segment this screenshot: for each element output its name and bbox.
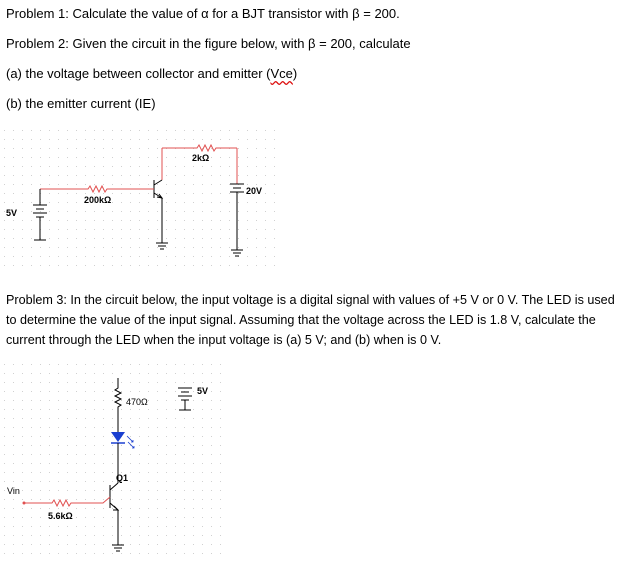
- problem-2b-text: (b) the emitter current (IE): [6, 96, 156, 111]
- grid-background-2: [0, 362, 225, 562]
- base-battery-label: 5V: [6, 208, 18, 218]
- problem-3-text: Problem 3: In the circuit below, the input voltage is a digital signal with values of +5 V or 0 V. The LED is used to determine the value of the input signal. Assuming that the voltage across the LED is 1.8 V, calculate the current through the LED when the input voltage is (a) 5 V; and (b) when is 0 V.: [6, 293, 615, 347]
- problem-2-text: Problem 2: Given the circuit in the figure below, with β = 200, calculate: [6, 36, 411, 51]
- transistor-q1-label: Q1: [116, 473, 129, 483]
- input-label: Vin: [7, 486, 20, 496]
- circuit-2: [0, 362, 225, 562]
- circuit-1: [0, 128, 275, 270]
- led-resistor-label: 470Ω: [126, 397, 148, 407]
- collector-resistor-label: 2kΩ: [192, 153, 210, 163]
- base-resistor-2-label: 5.6kΩ: [48, 511, 73, 521]
- problem-2a-prefix: (a) the voltage between collector and emitter (: [6, 66, 271, 81]
- collector-battery-label: 20V: [246, 186, 263, 196]
- vce-term: Vce: [270, 66, 293, 81]
- grid-background: [0, 128, 275, 270]
- base-resistor-label: 200kΩ: [84, 195, 112, 205]
- supply-battery-label: 5V: [197, 386, 209, 396]
- problem-2a-suffix: ): [292, 66, 298, 81]
- problem-1-text: Problem 1: Calculate the value of α for a BJT transistor with β = 200.: [6, 6, 400, 21]
